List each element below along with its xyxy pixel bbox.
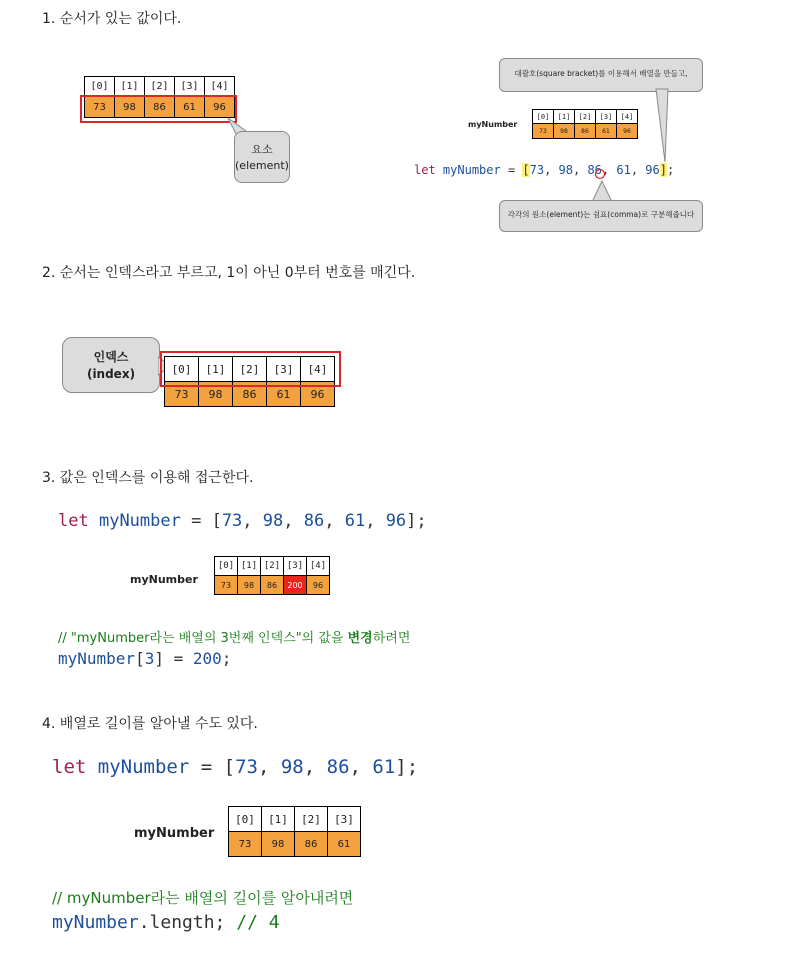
index-cell: [2] xyxy=(145,77,175,97)
code-keyword: let xyxy=(414,163,436,177)
comment-emphasis: 변경 xyxy=(347,631,373,646)
code-comment xyxy=(58,627,410,646)
value-cell: 73 xyxy=(85,97,115,118)
index-cell: [1] xyxy=(115,77,145,97)
code-line-array-literal xyxy=(414,161,674,179)
code-number: 98 xyxy=(262,511,284,531)
value-cell: 98 xyxy=(554,124,575,139)
heading-3: 3. 값은 인덱스를 이용해 접근한다. xyxy=(42,470,254,486)
code-variable: myNumber xyxy=(52,912,139,933)
value-cell: 73 xyxy=(229,832,262,857)
code-number: 73 xyxy=(235,756,258,778)
index-cell: [4] xyxy=(307,557,330,576)
code-operator: = xyxy=(500,163,523,177)
code-comma: , xyxy=(544,163,559,177)
array-name-label: myNumber xyxy=(130,573,198,586)
code-punctuation: [ xyxy=(135,649,145,668)
code-comma: , xyxy=(601,163,617,177)
code-operator: = [ xyxy=(189,756,236,778)
value-cell: 86 xyxy=(233,382,267,407)
value-cell: 96 xyxy=(617,124,638,139)
array-diagram-3 xyxy=(214,556,330,595)
value-cell: 96 xyxy=(301,382,335,407)
index-cell: [4] xyxy=(205,77,235,97)
callout-text: 인덱스 xyxy=(93,350,129,364)
code-variable: myNumber xyxy=(442,163,501,177)
callout-text: 대괄호(square bracket)를 이용해서 배열을 만들고, xyxy=(514,69,688,78)
code-comma: , xyxy=(630,163,646,177)
index-cell: [2] xyxy=(575,110,596,124)
array-diagram-4 xyxy=(228,806,361,857)
code-inline-comment: // 4 xyxy=(236,912,280,933)
index-cell: [1] xyxy=(238,557,261,576)
index-cell: [3] xyxy=(267,357,301,382)
value-cell: 98 xyxy=(115,97,145,118)
value-cell: 98 xyxy=(262,832,295,857)
code-keyword: let xyxy=(58,511,89,531)
code-property: .length; xyxy=(138,912,237,933)
code-operator: ] = xyxy=(154,649,193,668)
code-close-bracket: ] xyxy=(659,163,667,177)
code-number: 96 xyxy=(645,163,660,177)
code-punctuation: ; xyxy=(221,649,232,668)
code-number: 98 xyxy=(558,163,573,177)
code-variable: myNumber xyxy=(98,511,181,531)
value-cell: 86 xyxy=(145,97,175,118)
value-cell: 86 xyxy=(295,832,328,857)
index-cell: [3] xyxy=(284,557,307,576)
value-cell: 96 xyxy=(307,576,330,595)
callout-text: 요소 xyxy=(251,143,273,156)
code-number: 61 xyxy=(344,511,366,531)
callout-pointer xyxy=(650,88,670,164)
value-cell: 73 xyxy=(165,382,199,407)
index-cell: [0] xyxy=(215,557,238,576)
code-open-bracket: [ xyxy=(522,163,530,177)
code-line-declaration: let myNumber = [73, 98, 86, 61]; xyxy=(52,756,419,778)
index-callout xyxy=(62,337,160,393)
code-number: 73 xyxy=(221,511,243,531)
value-cell: 61 xyxy=(328,832,361,857)
value-cell: 73 xyxy=(533,124,554,139)
value-cell: 86 xyxy=(575,124,596,139)
value-cell: 61 xyxy=(596,124,617,139)
index-cell: [4] xyxy=(617,110,638,124)
value-cell: 98 xyxy=(199,382,233,407)
code-number: 73 xyxy=(529,163,545,177)
code-line-declaration: let myNumber = [73, 98, 86, 61, 96]; xyxy=(58,511,427,531)
value-cell: 61 xyxy=(267,382,301,407)
comma-marker-icon xyxy=(594,168,606,180)
code-number: 86 xyxy=(326,756,350,778)
array-diagram-mini xyxy=(532,109,638,139)
index-cell: [3] xyxy=(328,807,361,832)
code-number: 96 xyxy=(385,511,407,531)
index-cell: [2] xyxy=(233,357,267,382)
heading-2: 2. 순서는 인덱스라고 부르고, 1이 아닌 0부터 번호를 매긴다. xyxy=(42,265,416,281)
bracket-callout xyxy=(499,58,703,92)
callout-text: 각각의 원소(element)는 쉼표(comma)로 구분해줍니다 xyxy=(507,210,695,219)
code-punctuation: ]; xyxy=(406,511,427,531)
index-cell: [0] xyxy=(165,357,199,382)
changed-value-cell: 200 xyxy=(284,576,307,595)
value-cell: 98 xyxy=(238,576,261,595)
callout-text: (index) xyxy=(86,367,136,381)
index-cell: [1] xyxy=(262,807,295,832)
index-cell: [0] xyxy=(533,110,554,124)
index-cell: [3] xyxy=(175,77,205,97)
index-cell: [0] xyxy=(85,77,115,97)
comma-callout xyxy=(499,200,703,232)
code-variable: myNumber xyxy=(58,649,136,668)
value-cell: 96 xyxy=(205,97,235,118)
index-cell: [1] xyxy=(199,357,233,382)
index-cell: [1] xyxy=(554,110,575,124)
code-line-assignment xyxy=(58,648,231,670)
code-variable: myNumber xyxy=(97,756,190,778)
element-highlight-box xyxy=(80,95,237,123)
code-number: 3 xyxy=(144,649,155,668)
code-comma: , xyxy=(573,163,588,177)
heading-1: 1. 순서가 있는 값이다. xyxy=(42,11,182,27)
index-cell: [3] xyxy=(596,110,617,124)
value-cell: 61 xyxy=(175,97,205,118)
code-number: 86 xyxy=(587,163,602,177)
index-cell: [4] xyxy=(301,357,335,382)
index-cell: [2] xyxy=(295,807,328,832)
code-punctuation: ]; xyxy=(395,756,419,778)
value-cell: 73 xyxy=(215,576,238,595)
index-cell: [2] xyxy=(261,557,284,576)
array-name-label: myNumber xyxy=(468,120,518,129)
code-operator: = [ xyxy=(180,511,222,531)
code-number: 200 xyxy=(192,649,222,668)
code-number: 61 xyxy=(372,756,396,778)
heading-4: 4. 배열로 길이를 알아낼 수도 있다. xyxy=(42,716,258,732)
code-keyword: let xyxy=(52,756,87,778)
callout-text: (element) xyxy=(235,159,289,172)
comment-text: 하려면 xyxy=(372,631,411,646)
element-callout xyxy=(234,131,290,183)
code-number: 61 xyxy=(616,163,631,177)
array-name-label: myNumber xyxy=(134,826,215,841)
index-cell: [0] xyxy=(229,807,262,832)
value-cell: 86 xyxy=(261,576,284,595)
comment-text: // "myNumber라는 배열의 3번째 인덱스"의 값을 xyxy=(58,631,348,646)
index-highlight-box xyxy=(160,351,341,387)
code-number: 86 xyxy=(303,511,325,531)
code-comment: // myNumber라는 배열의 길이를 알아내려면 xyxy=(52,889,354,907)
code-semicolon: ; xyxy=(666,163,675,177)
code-line-length xyxy=(52,911,280,935)
code-number: 98 xyxy=(280,756,304,778)
